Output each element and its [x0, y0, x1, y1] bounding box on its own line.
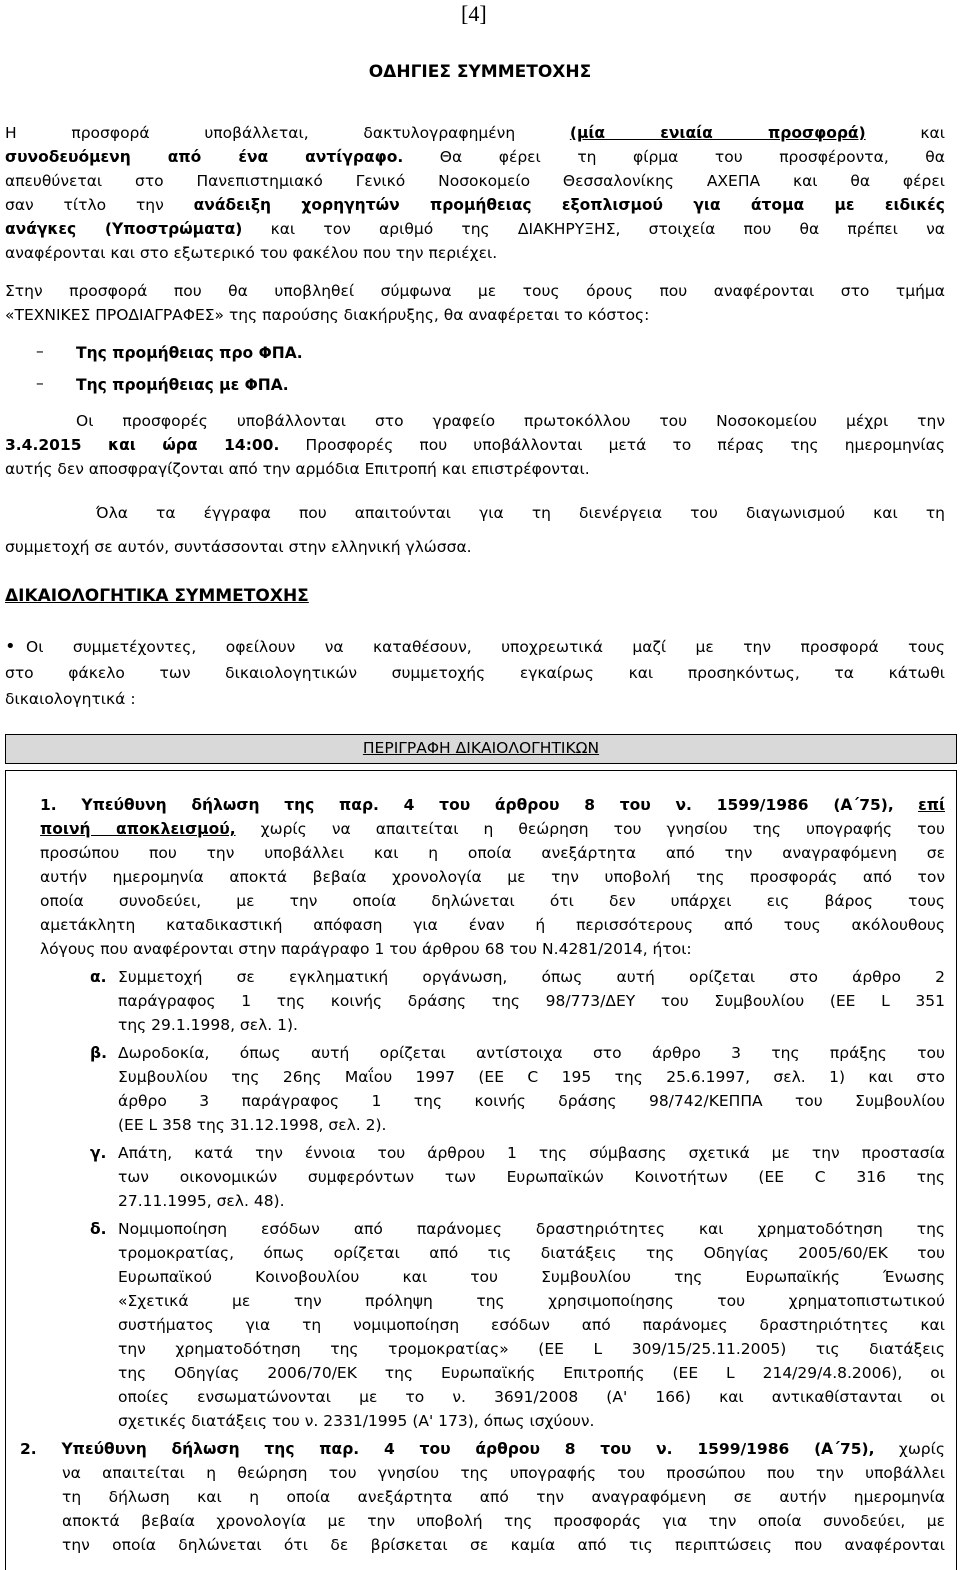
paragraph-line: αναφέρονται και στο εξωτερικό του φακέλου που την περιέχει. — [5, 244, 498, 262]
paragraph-line: στο φάκελο των δικαιολογητικών συμμετοχής εγκαίρως και προσηκόντως, τα κάτωθι — [5, 664, 945, 682]
paragraph-line — [5, 122, 945, 144]
sub-item-line: οποίες ενσωματώνονται με το ν. 3691/2008 (Α' 166) και αντικαθίστανται οι — [118, 1388, 945, 1406]
item-line: αμετάκλητη καταδικαστική απόφαση για έναν ή περισσότερους από τους ακόλουθους — [40, 916, 945, 934]
sub-item-label: α. — [90, 968, 107, 986]
sub-item-line: Νομιμοποίηση εσόδων από παράνομες δραστηριότητες και χρηματοδότηση της — [118, 1220, 945, 1238]
sub-item-line: παράγραφος 1 της κοινής δράσης της 98/773/ΔΕΥ του Συμβουλίου (ΕΕ L 351 — [118, 992, 945, 1010]
emphasis-text: 1. Υπεύθυνη δήλωση της παρ. 4 του άρθρου 8 του ν. 1599/1986 (Α΄75), — [40, 796, 894, 814]
sub-item-line: Ευρωπαϊκού Κοινοβουλίου και του Συμβουλίου της Ευρωπαϊκής Ένωσης — [118, 1268, 945, 1286]
sub-item-line: τρομοκρατίας, όπως ορίζεται από τις διατάξεις της Οδηγίας 2005/60/ΕΚ του — [118, 1244, 945, 1262]
sub-item-line: της 29.1.1998, σελ. 1). — [118, 1016, 298, 1034]
emphasis-text: επί — [918, 796, 945, 814]
list-dash: – — [36, 342, 44, 360]
paragraph-line — [5, 146, 945, 168]
sub-item-line: άρθρο 3 παράγραφος 1 της κοινής δράσης 98/742/ΚΕΠΠΑ του Συμβουλίου — [118, 1092, 945, 1110]
sub-item-line: την χρηματοδότηση της τρομοκρατίας» (ΕΕ L 309/15/25.11.2005) τις διατάξεις — [118, 1340, 945, 1358]
sub-item-line: της Οδηγίας 2006/70/ΕΚ της Ευρωπαϊκής Επιτροπής (ΕΕ L 214/29/4.8.2006), οι — [118, 1364, 945, 1382]
emphasis-text: ανάγκες (Υποστρώματα) — [5, 220, 243, 238]
emphasis-text: ανάδειξη χορηγητών προμήθειας εξοπλισμού για άτομα με ειδικές — [193, 196, 945, 214]
text-span: Η προσφορά υποβάλλεται, δακτυλογραφημένη — [5, 124, 516, 142]
sub-item-line: «Σχετικά με την πρόληψη της χρησιμοποίησης του χρηματοπιστωτικού — [118, 1292, 945, 1310]
bullet-icon: • — [5, 636, 16, 657]
sub-item-line: Συμβουλίου της 26ης Μαΐου 1997 (ΕΕ C 195 της 25.6.1997, σελ. 1) και στο — [118, 1068, 945, 1086]
text-span: και τον αριθμό της ΔΙΑΚΗΡΥΞΗΣ, στοιχεία που θα πρέπει να — [270, 220, 945, 238]
emphasis-text: ποινή αποκλεισμού, — [40, 820, 236, 838]
paragraph-line: Στην προσφορά που θα υποβληθεί σύμφωνα με τους όρους που αναφέρονται στο τμήμα — [5, 282, 945, 300]
item-line — [40, 794, 945, 816]
paragraph-line — [5, 194, 945, 216]
sub-item-line: Δωροδοκία, όπως αυτή ορίζεται αντίστοιχα στο άρθρο 3 της πράξης του — [118, 1044, 945, 1062]
paragraph-line — [5, 434, 945, 456]
text-span: Προσφορές που υποβάλλονται μετά το πέρας της ημερομηνίας — [305, 436, 945, 454]
emphasis-text: 3.4.2015 και ώρα 14:00. — [5, 436, 280, 454]
item-line: αυτήν ημερομηνία αποκτά βεβαία χρονολογία με την υποβολή της προσφοράς από τον — [40, 868, 945, 886]
sub-item-line: Απάτη, κατά την έννοια του άρθρου 1 της σύμβασης σχετικά με την προστασία — [118, 1144, 945, 1162]
sub-item-label: δ. — [90, 1220, 107, 1238]
item-line — [40, 818, 945, 840]
item-line: να απαιτείται η θεώρηση του γνησίου της υπογραφής του προσώπου που την υποβάλλει — [62, 1464, 945, 1482]
item-line: την οποία δηλώνεται ότι δε βρίσκεται σε καμία από τις περιπτώσεις που αναφέρονται — [62, 1536, 945, 1554]
paragraph-line: Οι συμμετέχοντες, οφείλουν να καταθέσουν, υποχρεωτικά μαζί με την προσφορά τους — [26, 638, 945, 656]
sub-item-line: σχετικές διατάξεις του ν. 2331/1995 (Α' 173), όπως ισχύουν. — [118, 1412, 595, 1430]
paragraph-line: δικαιολογητικά : — [5, 690, 136, 708]
text-span: χωρίς να απαιτείται η θεώρηση του γνησίου της υπογραφής του — [260, 820, 945, 838]
emphasis-text: (μία ενιαία προσφορά) — [569, 124, 866, 142]
paragraph-line: συμμετοχή σε αυτόν, συντάσσονται στην ελληνική γλώσσα. — [5, 538, 472, 556]
text-span: και — [920, 124, 945, 142]
paragraph-line: «ΤΕΧΝΙΚΕΣ ΠΡΟΔΙΑΓΡΑΦΕΣ» της παρούσης διακήρυξης, θα αναφέρεται το κόστος: — [5, 306, 650, 324]
list-item: Της προμήθειας προ ΦΠΑ. — [76, 344, 303, 362]
sub-item-line: συστήματος για τη νομιμοποίηση εσόδων από παράνομες δραστηριότητες και — [118, 1316, 945, 1334]
section-title-participation-documents: ΔΙΚΑΙΟΛΟΓΗΤΙΚΑ ΣΥΜΜΕΤΟΧΗΣ — [5, 586, 309, 606]
item-line: τη δήλωση και η οποία ανεξάρτητα από την αναγραφόμενη σε αυτήν ημερομηνία — [62, 1488, 945, 1506]
item-line — [20, 1438, 945, 1460]
text-span: σαν τίτλο την — [5, 196, 164, 214]
text-span: χωρίς — [898, 1440, 945, 1458]
list-item: Της προμήθειας με ΦΠΑ. — [76, 376, 289, 394]
emphasis-text: συνοδευόμενη από ένα αντίγραφο. — [5, 148, 404, 166]
section-title-participation-instructions: ΟΔΗΓΙΕΣ ΣΥΜΜΕΤΟΧΗΣ — [368, 62, 592, 82]
item-line: προσώπου που την υποβάλλει και η οποία ανεξάρτητα από την αναγραφόμενη σε — [40, 844, 945, 862]
sub-item-line: (ΕΕ L 358 της 31.12.1998, σελ. 2). — [118, 1116, 387, 1134]
paragraph-line — [5, 218, 945, 240]
sub-item-line: Συμμετοχή σε εγκληματική οργάνωση, όπως αυτή ορίζεται στο άρθρο 2 — [118, 968, 945, 986]
paragraph-line: απευθύνεται στο Πανεπιστημιακό Γενικό Νοσοκομείο Θεσσαλονίκης ΑΧΕΠΑ και θα φέρει — [5, 172, 945, 190]
item-line: λόγους που αναφέρονται στην παράγραφο 1 του άρθρου 68 του Ν.4281/2014, ήτοι: — [40, 940, 692, 958]
sub-item-label: γ. — [90, 1144, 107, 1162]
paragraph-line: αυτής δεν αποσφραγίζονται από την αρμόδια Επιτροπή και επιστρέφονται. — [5, 460, 590, 478]
emphasis-text: 2. Υπεύθυνη δήλωση της παρ. 4 του άρθρου 8 του ν. 1599/1986 (Α΄75), — [20, 1440, 875, 1458]
sub-item-line: των οικονομικών συμφερόντων των Ευρωπαϊκών Κοινοτήτων (ΕΕ C 316 της — [118, 1168, 945, 1186]
list-dash: – — [36, 374, 44, 392]
sub-item-label: β. — [90, 1044, 107, 1062]
item-line: αποκτά βεβαία χρονολογία με την υποβολή της προσφοράς για την οποία συνοδεύει, με — [62, 1512, 945, 1530]
page-number: [4] — [461, 1, 487, 26]
table-header — [5, 734, 957, 764]
paragraph-line: Όλα τα έγγραφα που απαιτούνται για τη διενέργεια του διαγωνισμού και τη — [96, 504, 945, 522]
text-span: Θα φέρει τη φίρμα του προσφέροντα, θα — [439, 148, 945, 166]
sub-item-line: 27.11.1995, σελ. 48). — [118, 1192, 285, 1210]
item-line: οποία συνοδεύει, με την οποία δηλώνεται ότι δεν υπάρχει εις βάρος τους — [40, 892, 945, 910]
paragraph-line: Οι προσφορές υποβάλλονται στο γραφείο πρωτοκόλλου του Νοσοκομείου μέχρι την — [76, 412, 945, 430]
table-header-label: ΠΕΡΙΓΡΑΦΗ ΔΙΚΑΙΟΛΟΓΗΤΙΚΩΝ — [362, 739, 600, 757]
